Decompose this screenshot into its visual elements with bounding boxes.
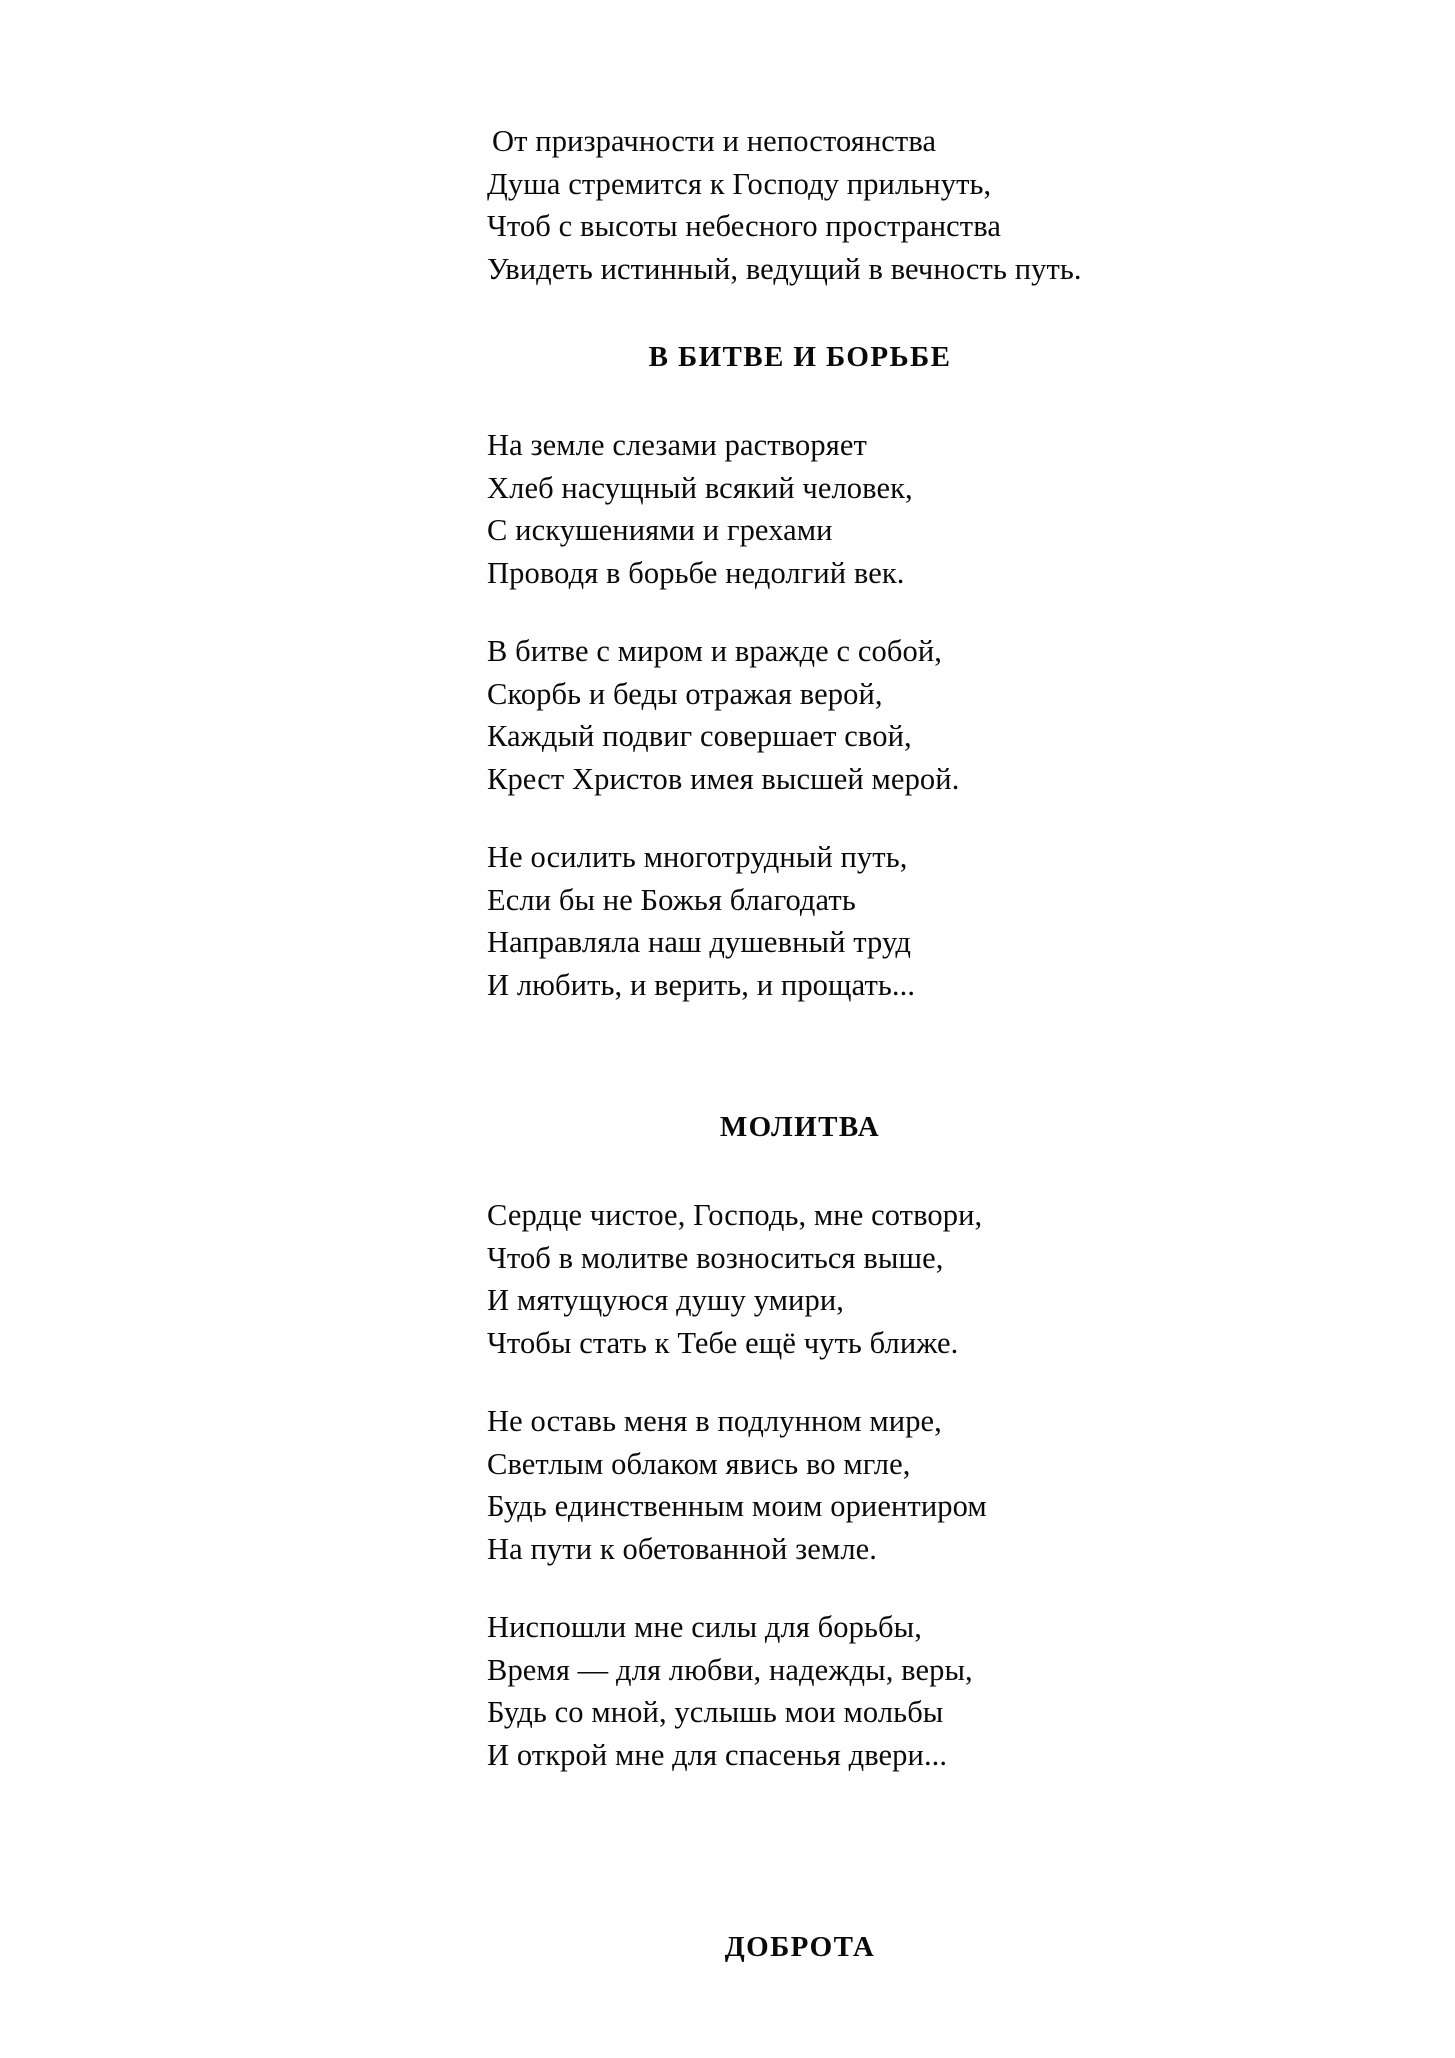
- verse-line: От призрачности и непостоянства: [492, 124, 937, 158]
- spacer: [420, 290, 1180, 336]
- spacer: [420, 594, 1180, 630]
- stanza-molitva-3: [420, 1606, 1180, 1776]
- verse-line: С искушениями и грехами: [487, 513, 833, 547]
- verse-line: Душа стремится к Господу прильнуть,: [487, 166, 992, 201]
- verse-line: Сердце чистое, Господь, мне сотвори,: [487, 1198, 983, 1232]
- spacer: [420, 1148, 1180, 1194]
- text-column: [420, 120, 1180, 1968]
- spacer: [420, 1776, 1180, 1926]
- verse-line: Если бы не Божья благодать: [487, 882, 856, 917]
- verse-line: Будь со мной, услышь мои мольбы: [487, 1695, 944, 1729]
- poem-title-dobrota: ДОБРОТА: [724, 1931, 876, 1963]
- spacer: [420, 1570, 1180, 1606]
- verse-line: Не оставь меня в подлунном мире,: [487, 1404, 942, 1438]
- verse-line: Скорбь и беды отражая верой,: [487, 676, 883, 711]
- verse-line: Время — для любви, надежды, веры,: [487, 1652, 973, 1687]
- verse-line: Направляла наш душевный труд: [487, 925, 912, 959]
- poem-title-molitva: МОЛИТВА: [719, 1111, 881, 1143]
- stanza-molitva-1: [420, 1194, 1180, 1364]
- verse-line: И мятущуюся душу умири,: [487, 1283, 844, 1317]
- verse-line: На земле слезами растворяет: [487, 428, 867, 462]
- stanza-opening-fragment: [420, 120, 1180, 290]
- verse-line: Светлым облаком явись во мгле,: [487, 1446, 911, 1481]
- verse-line: И открой мне для спасенья двери...: [487, 1737, 948, 1772]
- verse-line: Ниспошли мне силы для борьбы,: [487, 1610, 922, 1644]
- stanza-v-bitve-1: [420, 424, 1180, 594]
- verse-line: Будь единственным моим ориентиром: [487, 1489, 987, 1523]
- verse-line: Увидеть истинный, ведущий в вечность путь.: [487, 251, 1082, 286]
- stanza-v-bitve-2: [420, 630, 1180, 800]
- verse-line: Чтобы стать к Тебе ещё чуть ближе.: [487, 1325, 959, 1360]
- verse-line: Чтоб с высоты небесного пространства: [487, 209, 1001, 243]
- spacer: [420, 1006, 1180, 1106]
- verse-line: Каждый подвиг совершает свой,: [487, 719, 912, 753]
- verse-line: Чтоб в молитве возноситься выше,: [487, 1240, 944, 1275]
- poem-title-v-bitve-i-borbe: В БИТВЕ И БОРЬБЕ: [648, 341, 952, 373]
- verse-line: И любить, и верить, и прощать...: [487, 967, 916, 1002]
- verse-line: На пути к обетованной земле.: [487, 1531, 878, 1566]
- verse-line: Хлеб насущный всякий человек,: [487, 470, 913, 505]
- verse-line: Проводя в борьбе недолгий век.: [487, 555, 905, 590]
- stanza-v-bitve-3: [420, 836, 1180, 1006]
- spacer: [420, 800, 1180, 836]
- stanza-molitva-2: [420, 1400, 1180, 1570]
- spacer: [420, 1364, 1180, 1400]
- verse-line: Не осилить многотрудный путь,: [487, 840, 908, 874]
- verse-line: Крест Христов имея высшей мерой.: [487, 761, 960, 796]
- verse-line: В битве с миром и вражде с собой,: [487, 634, 943, 668]
- spacer: [420, 378, 1180, 424]
